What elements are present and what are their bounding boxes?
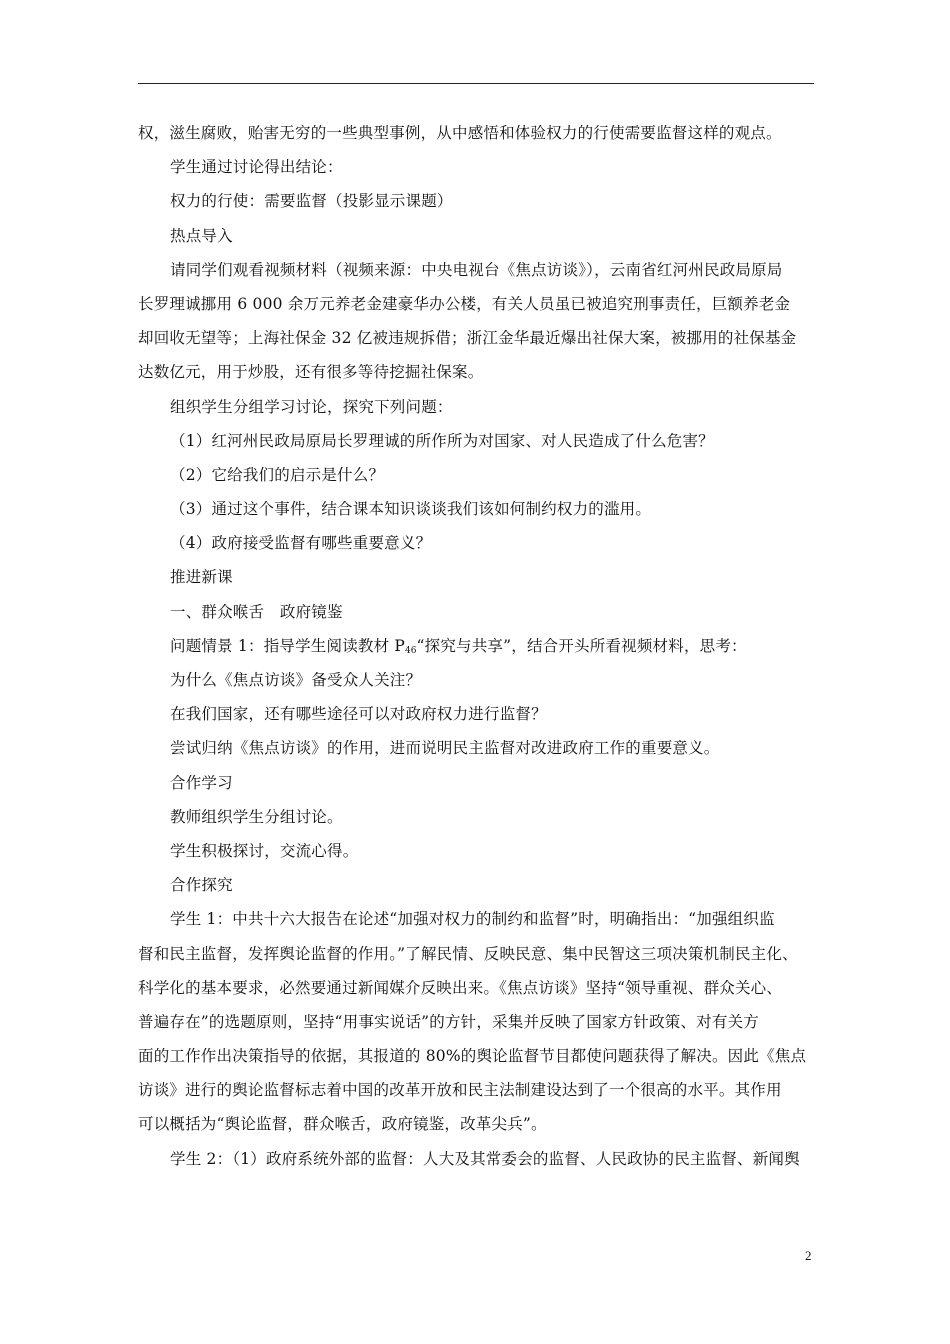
line-text: 可以概括为“舆论监督，群众喉舌，政府镜鉴，改革尖兵”。 bbox=[138, 1115, 547, 1134]
header-rule bbox=[138, 83, 814, 84]
section-heading bbox=[138, 868, 818, 902]
line-text: 科学化的基本要求，必然要通过新闻媒介反映出来。《焦点访谈》坚持“领导重视、群众关心、 bbox=[138, 978, 783, 997]
paragraph-line bbox=[138, 355, 818, 389]
paragraph-line bbox=[138, 663, 818, 697]
paragraph-line bbox=[138, 1005, 818, 1039]
paragraph-line bbox=[138, 731, 818, 765]
line-text: 权，滋生腐败，贻害无穷的一些典型事例，从中感悟和体验权力的行使需要监督这样的观点。 bbox=[138, 124, 782, 142]
line-text: 访谈》进行的舆论监督标志着中国的改革开放和民主法制建设达到了一个很高的水平。其作用 bbox=[138, 1081, 782, 1100]
document-body bbox=[138, 116, 818, 1176]
paragraph-line bbox=[138, 834, 818, 868]
section-heading bbox=[138, 219, 818, 253]
paragraph-line bbox=[138, 937, 818, 971]
question-item bbox=[138, 458, 818, 492]
paragraph-line bbox=[138, 697, 818, 731]
paragraph-line bbox=[138, 1107, 818, 1141]
paragraph-line bbox=[138, 629, 818, 663]
line-text: 权力的行使：需要监督（投影显示课题） bbox=[170, 192, 453, 211]
paragraph-line bbox=[138, 800, 818, 834]
question-item bbox=[138, 526, 818, 560]
paragraph-line bbox=[138, 321, 818, 355]
line-text: 在我们国家，还有哪些途径可以对政府权力进行监督？ bbox=[170, 705, 547, 724]
line-text-continued: “探究与共享”，结合开头所看视频材料，思考： bbox=[416, 636, 747, 655]
line-text: 为什么《焦点访谈》备受众人关注？ bbox=[170, 671, 422, 689]
section-heading bbox=[138, 560, 818, 594]
line-text: 合作学习 bbox=[170, 773, 233, 792]
page-number: 2 bbox=[805, 1248, 812, 1263]
line-text: 合作探究 bbox=[170, 876, 233, 895]
question-item bbox=[138, 424, 818, 458]
line-text: （2）它给我们的启示是什么？ bbox=[170, 465, 385, 484]
paragraph-line bbox=[138, 287, 818, 321]
line-text: （4）政府接受监督有哪些重要意义？ bbox=[170, 534, 432, 553]
paragraph-line bbox=[138, 1073, 818, 1107]
line-text: 推进新课 bbox=[170, 568, 233, 587]
paragraph-line bbox=[138, 971, 818, 1005]
paragraph-line bbox=[138, 390, 818, 424]
paragraph-line bbox=[138, 184, 818, 218]
line-text: 一、群众喉舌 政府镜鉴 bbox=[170, 602, 343, 621]
line-text: 问题情景 1：指导学生阅读教材 P bbox=[170, 636, 406, 655]
line-text: 热点导入 bbox=[170, 226, 233, 245]
line-text: 长罗理诚挪用 6 000 余万元养老金建豪华办公楼，有关人员虽已被追究刑事责任，巨额养老金 bbox=[138, 294, 791, 313]
paragraph-line bbox=[138, 150, 818, 184]
line-text: 学生 1：中共十六大报告在论述“加强对权力的制约和监督”时，明确指出：“加强组织监 bbox=[170, 910, 775, 929]
paragraph-line bbox=[138, 1142, 818, 1176]
paragraph-line bbox=[138, 902, 818, 936]
line-text: （3）通过这个事件，结合课本知识谈谈我们该如何制约权力的滥用。 bbox=[170, 500, 652, 519]
paragraph-line bbox=[138, 253, 818, 287]
paragraph-line bbox=[138, 116, 818, 150]
section-heading bbox=[138, 766, 818, 800]
line-text: 督和民主监督，发挥舆论监督的作用。”了解民情、反映民意、集中民智这三项决策机制民主化、 bbox=[138, 944, 798, 963]
line-text: 教师组织学生分组讨论。 bbox=[170, 807, 343, 826]
paragraph-line bbox=[138, 1039, 818, 1073]
line-text: 学生通过讨论得出结论： bbox=[170, 158, 343, 177]
line-text: 组织学生分组学习讨论，探究下列问题： bbox=[170, 397, 453, 416]
line-text: 普遍存在”的选题原则，坚持“用事实说话”的方针，采集并反映了国家方针政策、对有关方 bbox=[138, 1012, 759, 1031]
line-text: 面的工作作出决策指导的依据，其报道的 80%的舆论监督节目都使问题获得了解决。因此《焦点 bbox=[138, 1047, 807, 1066]
line-text: 达数亿元，用于炒股，还有很多等待挖掘社保案。 bbox=[138, 363, 484, 382]
line-text: 学生积极探讨，交流心得。 bbox=[170, 841, 359, 860]
line-text: （1）红河州民政局原局长罗理诚的所作所为对国家、对人民造成了什么危害？ bbox=[170, 431, 714, 450]
line-text: 尝试归纳《焦点访谈》的作用，进而说明民主监督对改进政府工作的重要意义。 bbox=[170, 739, 720, 758]
line-text: 学生 2：（1）政府系统外部的监督：人大及其常委会的监督、人民政协的民主监督、新闻舆 bbox=[170, 1149, 800, 1168]
question-item bbox=[138, 492, 818, 526]
line-text: 请同学们观看视频材料（视频来源：中央电视台《焦点访谈》），云南省红河州民政局原局 bbox=[170, 260, 783, 279]
line-text: 却回收无望等；上海社保金 32 亿被违规拆借；浙江金华最近爆出社保大案，被挪用的社保基金 bbox=[138, 329, 797, 348]
page-subscript: 46 bbox=[405, 645, 417, 656]
section-heading bbox=[138, 595, 818, 629]
